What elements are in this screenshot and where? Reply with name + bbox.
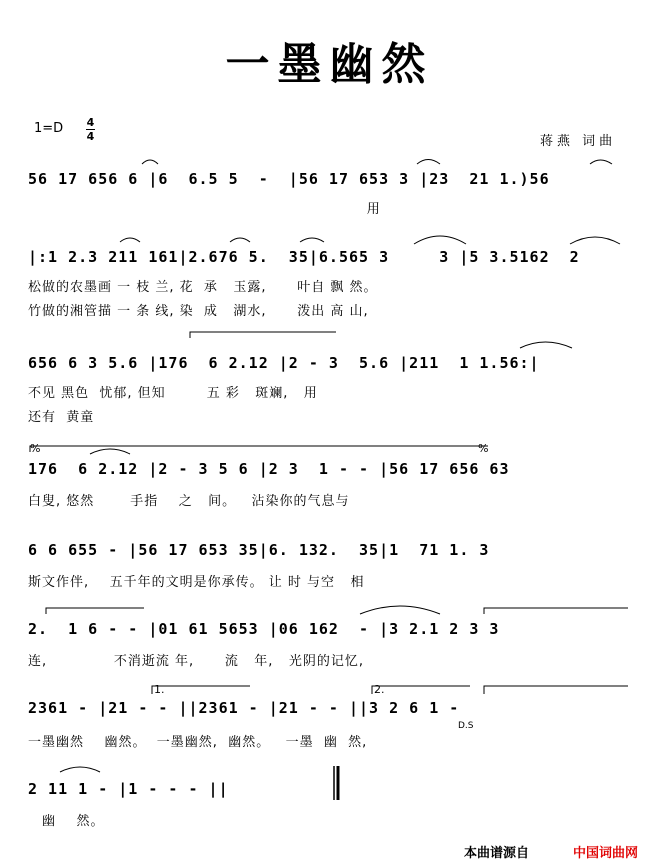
slur-arc bbox=[300, 238, 324, 242]
time-signature bbox=[86, 117, 95, 142]
slur-arc bbox=[142, 160, 158, 164]
lyric-line: 斯文作伴, 五千年的文明是你承传。 让 时 与空 相 bbox=[28, 575, 365, 590]
lyric-line: 白叟, 悠然 手指 之 间。 沾染你的气息与 bbox=[28, 494, 350, 509]
ds-mark: D.S bbox=[458, 721, 474, 731]
notation-line: 176 6 2.12 |2 - 3 5 6 |2 3 1 - - |56 17 656 63 bbox=[28, 460, 510, 478]
slur-arc bbox=[230, 238, 250, 242]
time-signature-top: 4 bbox=[86, 116, 95, 129]
lyric-line: 幽 然。 bbox=[42, 814, 105, 829]
notation-line: 656 6 3 5.6 |176 6 2.12 |2 - 3 5.6 |211 1 1.56:| bbox=[28, 354, 540, 372]
lyric-line: 连, 不消逝流 年, 流 年, 光阴的记忆, bbox=[28, 654, 364, 669]
song-title: 一墨幽然 bbox=[225, 39, 434, 90]
slur-arc bbox=[90, 449, 130, 454]
slur-arc bbox=[120, 238, 140, 242]
volta-line bbox=[372, 686, 470, 694]
lyric-line: 松做的农墨画 一 枝 兰, 花 承 玉露, 叶自 飘 然。 bbox=[28, 280, 378, 295]
slur-arc bbox=[570, 237, 620, 244]
slur-arc bbox=[590, 160, 612, 164]
notation-line: |:1 2.3 211 161|2.676 5. 35|6.565 3 3 |5 3.5162 2 bbox=[28, 248, 580, 266]
segno-mark-end: % bbox=[478, 442, 489, 455]
volta-1-label: 1. bbox=[154, 683, 165, 696]
lyric-line: 一墨幽然 幽然。 一墨幽然, 幽然。 一墨 幽 然, bbox=[28, 735, 368, 750]
lyric-line: 竹做的湘管描 一 条 线, 染 成 湖水, 泼出 高 山, bbox=[28, 304, 369, 319]
lyric-line: 还有 黄童 bbox=[28, 410, 95, 425]
footer-source-label: 本曲谱源自 bbox=[464, 846, 530, 861]
volta-line bbox=[152, 686, 250, 694]
slur-arc bbox=[360, 606, 440, 614]
segno-mark: % bbox=[30, 442, 41, 455]
notation-line: 2 11 1 - |1 - - - || bbox=[28, 780, 229, 798]
notation-line: 2361 - |21 - - ||2361 - |21 - - ||3 2 6 1 - bbox=[28, 699, 460, 717]
slur-arc bbox=[417, 160, 440, 165]
composer-credit: 蒋燕 词曲 bbox=[540, 134, 617, 149]
lyric-line: 用 bbox=[28, 202, 381, 217]
slur-arc bbox=[520, 342, 572, 348]
notation-line: 2. 1 6 - - |01 61 5653 |06 162 - |3 2.1 2 3 3 bbox=[28, 620, 500, 638]
notation-line: 56 17 656 6 |6 6.5 5 - |56 17 653 3 |23 21 1.)56 bbox=[28, 170, 550, 188]
bracket-line bbox=[46, 608, 144, 614]
lyric-line: 不见 黑色 忧郁, 但知 五 彩 斑斓, 用 bbox=[28, 386, 318, 401]
time-signature-bottom: 4 bbox=[86, 130, 95, 143]
bracket-line bbox=[484, 686, 628, 694]
bracket-line bbox=[30, 446, 488, 452]
bracket-line bbox=[484, 608, 628, 614]
footer-brand-link[interactable]: 中国词曲网 bbox=[573, 846, 639, 861]
slur-arc bbox=[414, 236, 466, 244]
notation-line: 6 6 655 - |56 17 653 35|6. 132. 35|1 71 1. 3 bbox=[28, 541, 490, 559]
slur-arc bbox=[60, 767, 100, 772]
bracket-line bbox=[190, 332, 336, 338]
volta-2-label: 2. bbox=[374, 683, 385, 696]
key-signature: 1=D bbox=[34, 121, 64, 136]
